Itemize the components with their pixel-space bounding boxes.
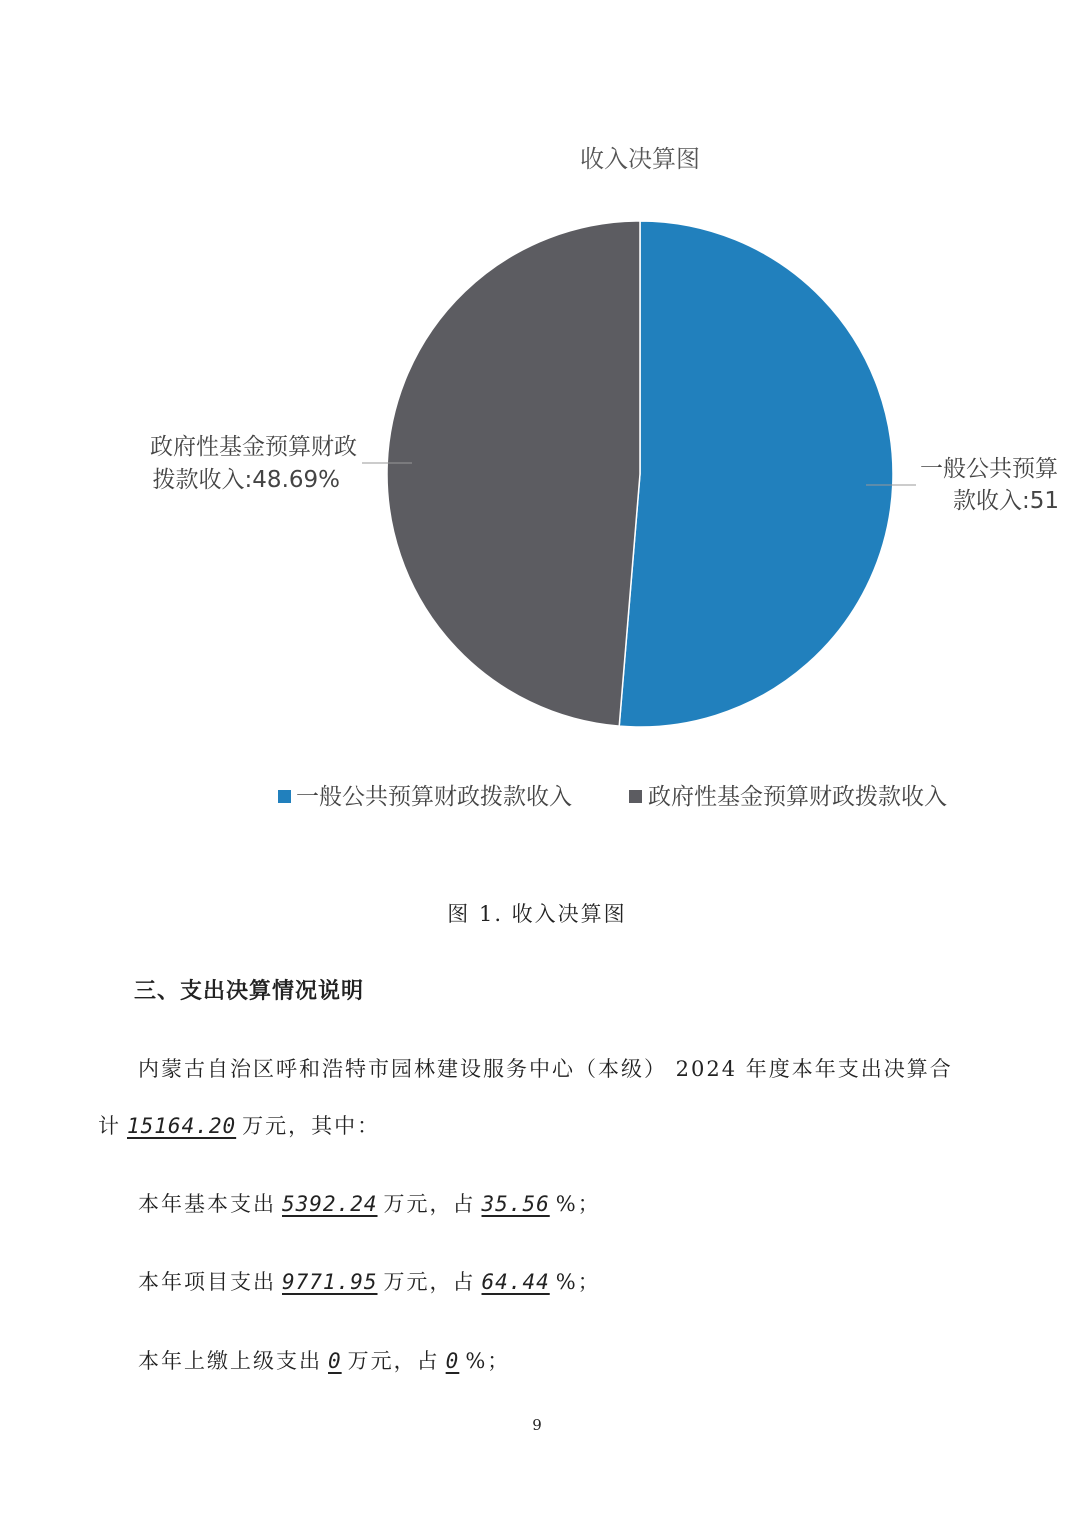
item-label: 本年基本支出	[138, 1192, 276, 1216]
legend-label-fund: 政府性基金预算财政拨款收入	[648, 784, 947, 810]
item-end: %；	[555, 1270, 601, 1294]
upper-level-expenditure-line	[138, 1345, 510, 1375]
section-heading: 三、支出决算情况说明	[134, 979, 365, 1004]
item-percent: 0	[445, 1349, 460, 1373]
chart-legend	[278, 784, 947, 810]
slice-label-general-line1: 一般公共预算	[920, 456, 1058, 482]
item-percent: 35.56	[481, 1192, 550, 1216]
item-label: 本年项目支出	[138, 1270, 276, 1294]
legend-swatch-general	[278, 790, 291, 803]
intro-line-1: 内蒙古自治区呼和浩特市园林建设服务中心（本级） 2024 年度本年支出决算合	[138, 1057, 953, 1081]
item-end: %；	[555, 1192, 601, 1216]
item-mid: 万元，占	[347, 1349, 440, 1373]
item-end: %；	[465, 1349, 511, 1373]
pie-slice-general	[619, 221, 893, 727]
intro-suffix: 万元，其中：	[242, 1114, 381, 1138]
item-amount: 9771.95	[282, 1270, 378, 1294]
chart-title: 收入决算图	[580, 145, 700, 173]
item-amount: 5392.24	[282, 1192, 378, 1216]
legend-label-general: 一般公共预算财政拨款收入	[296, 784, 572, 810]
figure-caption: 图 1. 收入决算图	[447, 902, 627, 926]
item-amount: 0	[328, 1349, 342, 1373]
intro-prefix: 计	[98, 1114, 121, 1138]
basic-expenditure-line	[138, 1188, 601, 1218]
intro-line-2	[98, 1110, 380, 1140]
item-mid: 万元，占	[383, 1270, 476, 1294]
item-label: 本年上缴上级支出	[138, 1349, 322, 1373]
page-number: 9	[532, 1416, 542, 1434]
slice-label-fund-line1: 政府性基金预算财政	[150, 434, 357, 460]
total-expenditure-value: 15164.20	[127, 1114, 237, 1138]
slice-label-fund-line2: 拨款收入:48.69%	[152, 467, 340, 493]
item-percent: 64.44	[481, 1270, 550, 1294]
project-expenditure-line	[138, 1266, 601, 1296]
slice-label-general-line2: 款收入:51	[953, 488, 1060, 514]
pie-slice-fund	[387, 221, 640, 726]
legend-swatch-fund	[629, 790, 642, 803]
item-mid: 万元，占	[383, 1192, 476, 1216]
